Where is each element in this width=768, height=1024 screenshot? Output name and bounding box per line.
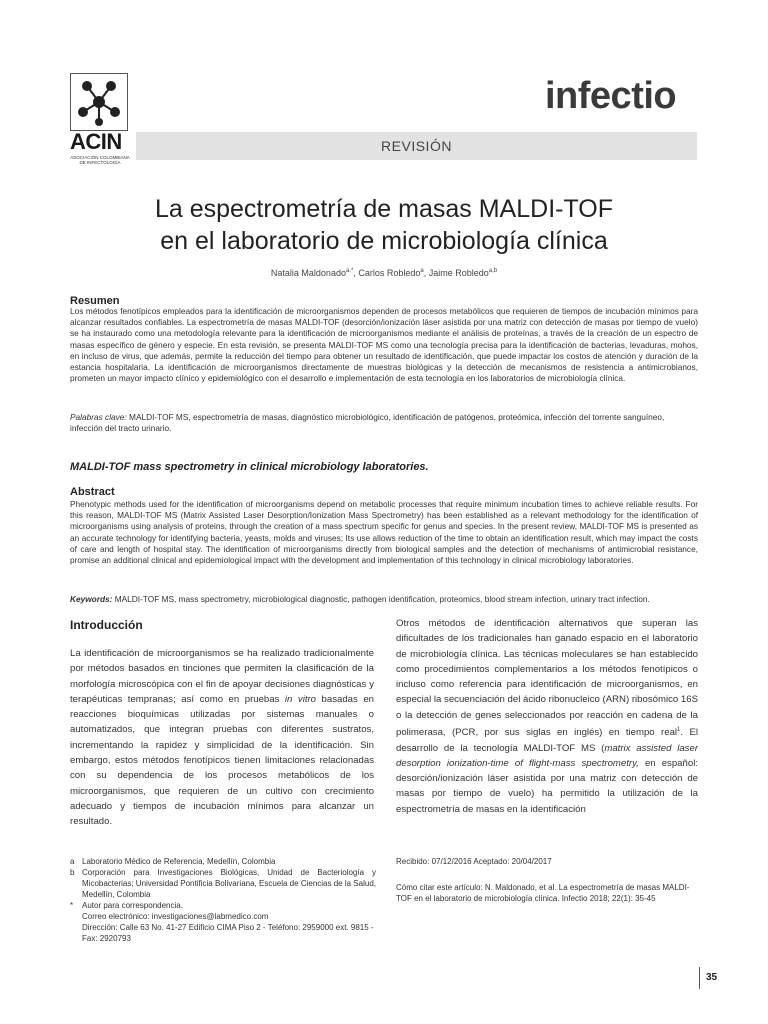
abstract-heading: Abstract xyxy=(70,486,115,498)
address-footnote: Dirección: Calle 63 No. 41-27 Edificio CIMA Piso 2 - Teléfono: 2959000 ext. 9815 - Fax: 2920793 xyxy=(82,923,374,943)
author-3: , Jaime Robledo xyxy=(423,268,489,278)
intro-right-text-1: Otros métodos de identificación alternativos que superan las dificultades de los tradicionales han ganado espacio en el laboratorio de microbiología clínica. Las técnicas moleculares se han establecido como procedimientos complementarios a los métodos fenotípicos o incluso como referencia para identificación de microorganismos, en especial la secuenciación del ácido ribonucleico (ARN) ribosómico 16S o la detección de genes seleccionados por reacción en cadena de la polimerasa, (PCR, por sus siglas en inglés) en tiempo real xyxy=(396,618,698,739)
title-line-1: La espectrometría de masas MALDI-TOF xyxy=(154,195,614,223)
abstract-body: Phenotypic methods used for the identification of microorganisms depend on metabolic processes that require minimum incubation times to achieve reliable results. For this reason, MALDI-TOF MS (Matrix Assisted Laser Desorption/Ionization Mass Spectrometry) has been established as a relevant methodology for the identification of microorganisms using analysis of proteins, through the creation of a mass spectrum specific for genus and species. In the present review, MALDI-TOF MS is presented as an accurate technology for identifying bacteria, yeasts, molds and viruses; Its use allows reduction of the time to obtain an identification result, which may impact the costs of care and length of hospital stay. The identification of microorganisms directly from biological samples and the detection of mechanisms of antimicrobial resistance, promise an additional clinical and epidemiological impact with the development and implementation of this technology in clinical microbiology laboratories. xyxy=(70,499,698,566)
intro-left-italic: in vitro xyxy=(284,693,317,705)
palabras-clave-label: Palabras clave: xyxy=(70,412,127,422)
acin-logo-text: ACIN xyxy=(70,129,122,154)
journal-name: infectio xyxy=(545,75,677,117)
author-list xyxy=(70,268,698,278)
acin-logo-mark xyxy=(70,73,128,131)
resumen-heading: Resumen xyxy=(70,295,120,307)
keywords-text: MALDI-TOF MS, mass spectrometry, microbiological diagnostic, pathogen identification, proteomics, blood stream infection, urinary tract infection. xyxy=(112,594,650,604)
footnote-row xyxy=(70,900,376,911)
intro-heading: Introducción xyxy=(70,618,143,632)
author-3-affiliation: a,b xyxy=(488,268,498,274)
resumen-body: Los métodos fenotípicos empleados para la identificación de microorganismos dependen de procesos metabólicos que requieren de tiempos de incubación mínimos para alcanzar resultados confiables. La espectrometría de masas MALDI-TOF (desorción/ionización láser asistida por una matriz con detección de masas por tiempo de vuelo) se ha instaurado como una metodología relevante para la identificación de microorganismos mediante el análisis de proteínas, a través de la creación de un espectro de masas específico de género y especie. En esta revisión, se presenta MALDI-TOF MS como una tecnología precisa para la identificación de bacterias, levaduras, mohos, en incluso de virus, que además, permite la reducción del tiempo para obtener un resultado de identificación, que puede impactar los costos de atención y duración de la estancia hospitalaria. La identificación de microorganismos directamente de muestras biológicas y la detección de mecanismos de resistencia a antimicrobianos, prometen un mayor impacto clínico y epidemiológico con el desarrollo e implementación de esta tecnología en los laboratorios de microbiología clínica. xyxy=(70,306,698,384)
footnote-label: * xyxy=(70,901,74,910)
page-number: 35 xyxy=(706,972,718,983)
section-label: REVISIÓN xyxy=(381,138,452,154)
acin-logo-subtitle: ASOCIACIÓN COLOMBIANA DE INFECTOLOGÍA xyxy=(70,155,130,165)
keywords-label: Keywords: xyxy=(70,594,113,604)
page-number-rule xyxy=(699,967,700,989)
footnote-label xyxy=(70,922,82,944)
footnote-text: Corporación para Investigaciones Biológicas, Unidad de Bacteriología y Micobacterias; Universidad Pontificia Bolivariana, Escuela de Ciencias de la Salud, Medellín, Colombia xyxy=(82,868,376,899)
footnote-text: Autor para correspondencia. xyxy=(82,901,183,910)
intro-left-text-2: basadas en reacciones bioquímicas utilizadas por sistemas manuales o automatizados, que integran pruebas con diferentes sustratos, incrementando la rapidez y simplicidad de la identificación. Sin embargo, estos métodos fenotípicos tienen limitaciones relacionadas con su dependencia de los procesos metabólicos de los microorganismos, que requieren de un cultivo con crecimiento adecuado y tiempos de incubación mínimos para alcanzar un resultado. xyxy=(70,693,374,828)
footnote-row xyxy=(70,867,376,900)
palabras-clave-text: MALDI-TOF MS, espectrometría de masas, diagnóstico microbiológico, identificación de patógenos, proteómica, infección del torrente sanguíneo, infección del tracto urinario. xyxy=(70,412,665,434)
author-1: Natalia Maldonado xyxy=(270,268,346,278)
author-2: , Carlos Robledo xyxy=(353,268,421,278)
footnote-label xyxy=(70,911,82,922)
footnote-text: Laboratorio Médico de Referencia, Medellín, Colombia xyxy=(82,857,276,866)
title-line-2: en el laboratorio de microbiología clínica xyxy=(160,227,608,255)
palabras-clave xyxy=(70,412,698,434)
intro-right-italic: matrix assisted laser desorption ionization-time of flight-mass spectrometry, xyxy=(396,742,699,769)
citation-ref: 1 xyxy=(677,727,681,734)
english-title: MALDI-TOF mass spectrometry in clinical microbiology laboratories. xyxy=(70,461,429,473)
author-2-affiliation: a xyxy=(420,268,424,274)
article-title xyxy=(70,193,698,257)
how-to-cite: Cómo citar este artículo: N. Maldonado, et al. La espectrometría de masas MALDI-TOF en el laboratorio de microbiología clínica. Infectio 2018; 22(1): 35-45 xyxy=(396,883,690,903)
intro-right-column xyxy=(396,616,698,817)
affiliation-footnotes xyxy=(70,856,376,944)
intro-left-text-1: La identificación de microorganismos se ha realizado tradicionalmente por métodos basados en tinciones que permiten la clasificación de la morfología microscópica con el fin de apoyar decisiones diagnósticas y terapéuticas tempranas; así como en pruebas xyxy=(70,648,374,705)
molecule-logo-icon xyxy=(71,74,127,130)
intro-right-text-2: . El desarrollo de la tecnología MALDI-TOF MS ( xyxy=(396,727,698,754)
footnote-label: a xyxy=(70,857,75,866)
intro-right-text-3: en español: desorción/ionización láser asistida por una matriz con detección de masas por tiempo de vuelo) ha permitido la utilización de la espectrometría de masas en la identificación xyxy=(396,757,698,815)
intro-left-column xyxy=(70,646,374,830)
received-dates: Recibido: 07/12/2016 Aceptado: 20/04/2017 xyxy=(396,857,552,866)
author-1-affiliation: a,* xyxy=(345,268,354,274)
footnote-label: b xyxy=(70,868,75,877)
footnote-row xyxy=(70,856,376,867)
keywords xyxy=(70,594,698,605)
footnote-row xyxy=(70,922,376,944)
footnote-row xyxy=(70,911,376,922)
email-footnote: Correo electrónico: investigaciones@labmedico.com xyxy=(82,912,269,921)
